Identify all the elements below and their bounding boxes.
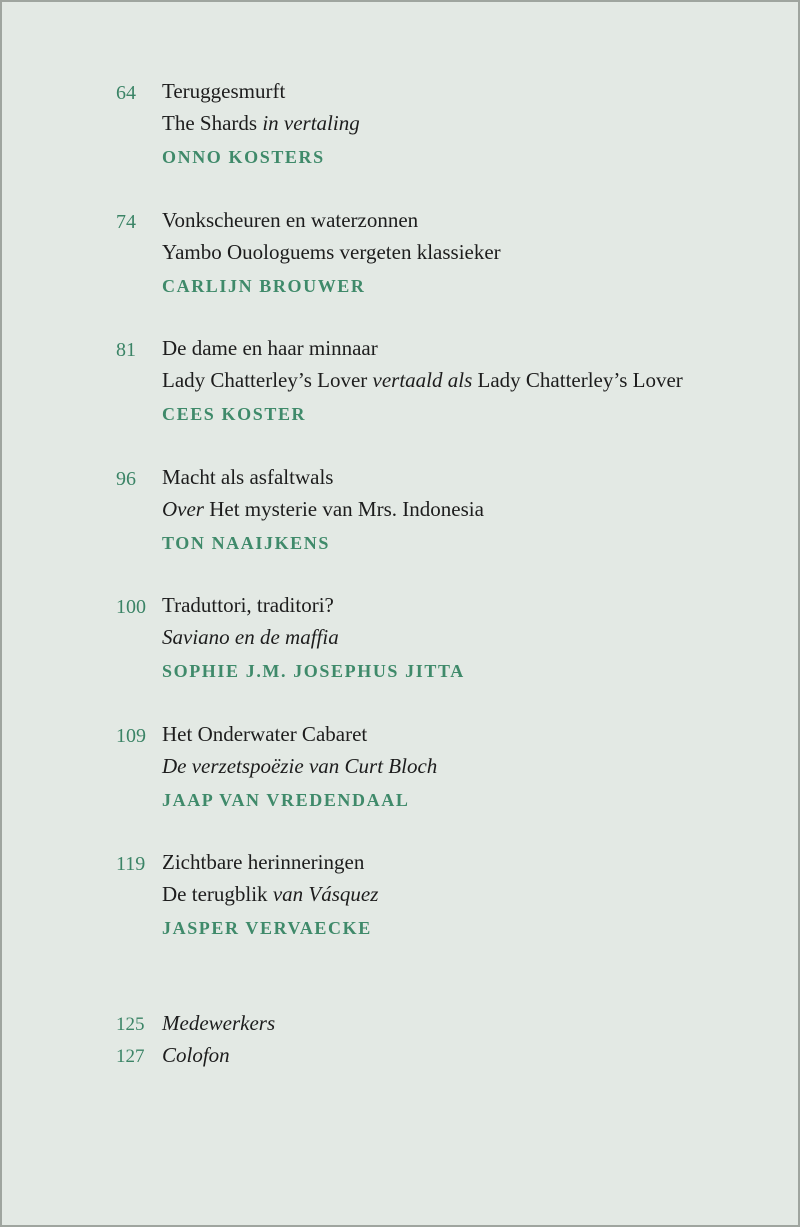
subtitle-part: Yambo Ouologuems vergeten klassieker bbox=[162, 239, 501, 264]
toc-entry[interactable] bbox=[2, 592, 798, 688]
subtitle-part: De terugblik bbox=[162, 882, 273, 906]
article-title: De dame en haar minnaar bbox=[162, 336, 378, 360]
subtitle-part: in vertaling bbox=[262, 111, 360, 135]
article-title: Macht als asfaltwals bbox=[162, 464, 334, 489]
author-name: SOPHIE J.M. JOSEPHUS JITTA bbox=[162, 661, 465, 681]
subtitle-part: Saviano en de maffia bbox=[162, 625, 339, 649]
subtitle-part: Het mysterie van Mrs. Indonesia bbox=[209, 496, 484, 521]
article-subtitle bbox=[162, 881, 378, 907]
author-name: CARLIJN BROUWER bbox=[162, 275, 366, 296]
author-name: CEES KOSTER bbox=[162, 404, 307, 424]
toc-entry[interactable] bbox=[2, 464, 798, 560]
back-matter-title: Colofon bbox=[162, 1043, 230, 1067]
author-name: TON NAAIJKENS bbox=[162, 532, 330, 553]
back-matter-entry[interactable] bbox=[2, 1040, 798, 1072]
article-subtitle bbox=[162, 753, 437, 779]
page-number: 119 bbox=[116, 853, 146, 875]
article-title: Vonkscheuren en waterzonnen bbox=[162, 207, 419, 232]
article-subtitle bbox=[162, 367, 683, 393]
subtitle-part: vertaald als bbox=[372, 368, 478, 392]
page-number: 81 bbox=[116, 339, 136, 361]
back-matter-list bbox=[2, 1008, 798, 1072]
back-matter-entry[interactable] bbox=[2, 1008, 798, 1040]
page-number: 127 bbox=[116, 1046, 145, 1067]
page-number: 100 bbox=[116, 596, 146, 618]
toc-entry[interactable] bbox=[2, 207, 798, 303]
toc-entry[interactable] bbox=[2, 335, 798, 431]
page-number: 74 bbox=[116, 210, 136, 233]
page-number: 64 bbox=[116, 82, 136, 104]
page-number: 125 bbox=[116, 1014, 145, 1035]
article-title: Het Onderwater Cabaret bbox=[162, 721, 368, 746]
toc-entry[interactable] bbox=[2, 78, 798, 174]
toc-entry[interactable] bbox=[2, 721, 798, 817]
subtitle-part: van Vásquez bbox=[272, 882, 379, 906]
article-title: Teruggesmurft bbox=[162, 79, 286, 103]
page-number: 109 bbox=[116, 724, 146, 747]
toc-entry[interactable] bbox=[2, 849, 798, 945]
subtitle-part: Over bbox=[162, 496, 210, 521]
article-subtitle bbox=[162, 110, 360, 136]
article-title: Traduttori, traditori? bbox=[162, 593, 334, 617]
author-name: ONNO KOSTERS bbox=[162, 147, 325, 167]
article-subtitle bbox=[162, 624, 339, 650]
subtitle-part: Lady Chatterley’s Lover bbox=[477, 368, 683, 392]
back-matter-title: Medewerkers bbox=[162, 1011, 276, 1035]
subtitle-part: Lady Chatterley’s Lover bbox=[162, 368, 373, 392]
article-subtitle bbox=[162, 239, 501, 265]
author-name: JASPER VERVAECKE bbox=[162, 918, 372, 938]
subtitle-part: De verzetspoëzie van Curt Bloch bbox=[162, 753, 438, 778]
author-name: JAAP VAN VREDENDAAL bbox=[162, 789, 410, 810]
article-title: Zichtbare herinneringen bbox=[162, 850, 365, 874]
table-of-contents bbox=[2, 78, 798, 978]
page-number: 96 bbox=[116, 467, 136, 490]
subtitle-part: The Shards bbox=[162, 111, 263, 135]
article-subtitle bbox=[162, 496, 484, 522]
